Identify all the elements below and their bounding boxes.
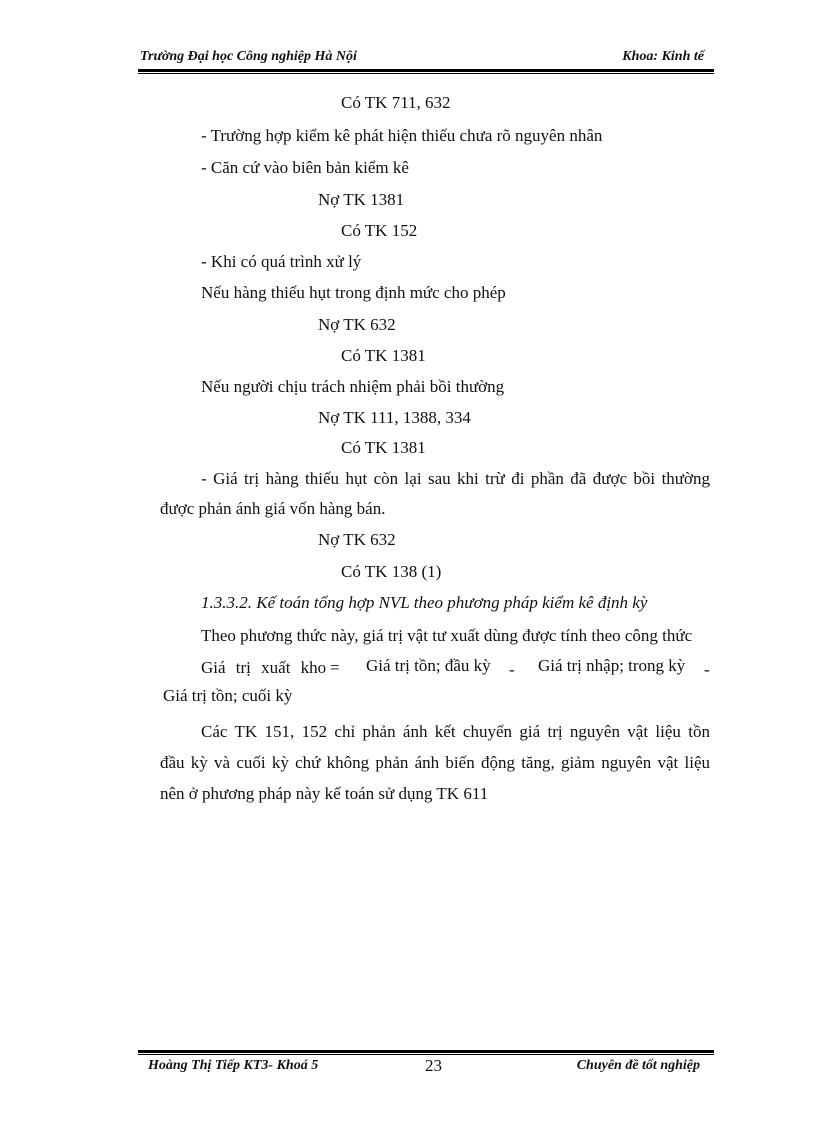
text-line: Theo phương thức này, giá trị vật tư xuất dùng được tính theo công thức [201, 626, 693, 645]
text-line: Nợ TK 1381 [318, 190, 405, 209]
text-line: - Căn cứ vào biên bản kiểm kê [201, 158, 409, 177]
text-line: Nếu người chịu trách nhiệm phải bồi thường [201, 377, 505, 396]
text-line: Có TK 1381 [341, 438, 426, 457]
header-school: Trường Đại học Công nghiệp Hà Nội [140, 49, 357, 64]
formula-equals: = [330, 658, 340, 677]
page-number: 23 [425, 1056, 442, 1075]
formula-operator: - [509, 660, 515, 679]
section-heading: 1.3.3.2. Kế toán tổng hợp NVL theo phương pháp kiểm kê định kỳ [201, 593, 648, 612]
page-footer [138, 1054, 714, 1078]
formula-term: Giá trị nhập; trong kỳ [538, 656, 686, 675]
text-line: Có TK 138 (1) [341, 562, 442, 581]
text-line: - Giá trị hàng thiếu hụt còn lại sau khi trừ đi phần đã được bồi thường [201, 469, 710, 488]
paragraph-line: đầu kỳ và cuối kỳ chứ không phản ánh biến động tăng, giảm nguyên vật liệu [160, 753, 710, 772]
page-header [138, 46, 714, 68]
text-line: Có TK 1381 [341, 346, 426, 365]
header-rule [138, 69, 714, 74]
text-line: - Khi có quá trình xử lý [201, 252, 362, 271]
text-line: Nếu hàng thiếu hụt trong định mức cho phép [201, 283, 506, 302]
formula-term: Giá trị tồn; cuối kỳ [163, 686, 293, 705]
text-line: Nợ TK 632 [318, 530, 396, 549]
text-line: Có TK 711, 632 [341, 93, 451, 112]
text-line: - Trường hợp kiểm kê phát hiện thiếu chưa rõ nguyên nhân [201, 126, 603, 145]
formula-term: Giá trị tồn; đầu kỳ [366, 656, 491, 675]
formula-lhs: Giá trị xuất kho [201, 658, 327, 677]
text-line: Nợ TK 632 [318, 315, 396, 334]
header-faculty: Khoa: Kinh tế [622, 49, 704, 64]
text-line: được phản ánh giá vốn hàng bán. [160, 499, 386, 518]
paragraph-line: Các TK 151, 152 chỉ phản ánh kết chuyển giá trị nguyên vật liệu tồn [201, 722, 710, 741]
formula-operator: - [704, 660, 710, 679]
footer-author: Hoàng Thị Tiếp KT3- Khoá 5 [148, 1058, 319, 1073]
paragraph-line: nên ở phương pháp này kế toán sử dụng TK 611 [160, 784, 489, 803]
text-line: Nợ TK 111, 1388, 334 [318, 408, 471, 427]
footer-title: Chuyên đề tốt nghiệp [576, 1058, 700, 1073]
text-line: Có TK 152 [341, 221, 418, 240]
